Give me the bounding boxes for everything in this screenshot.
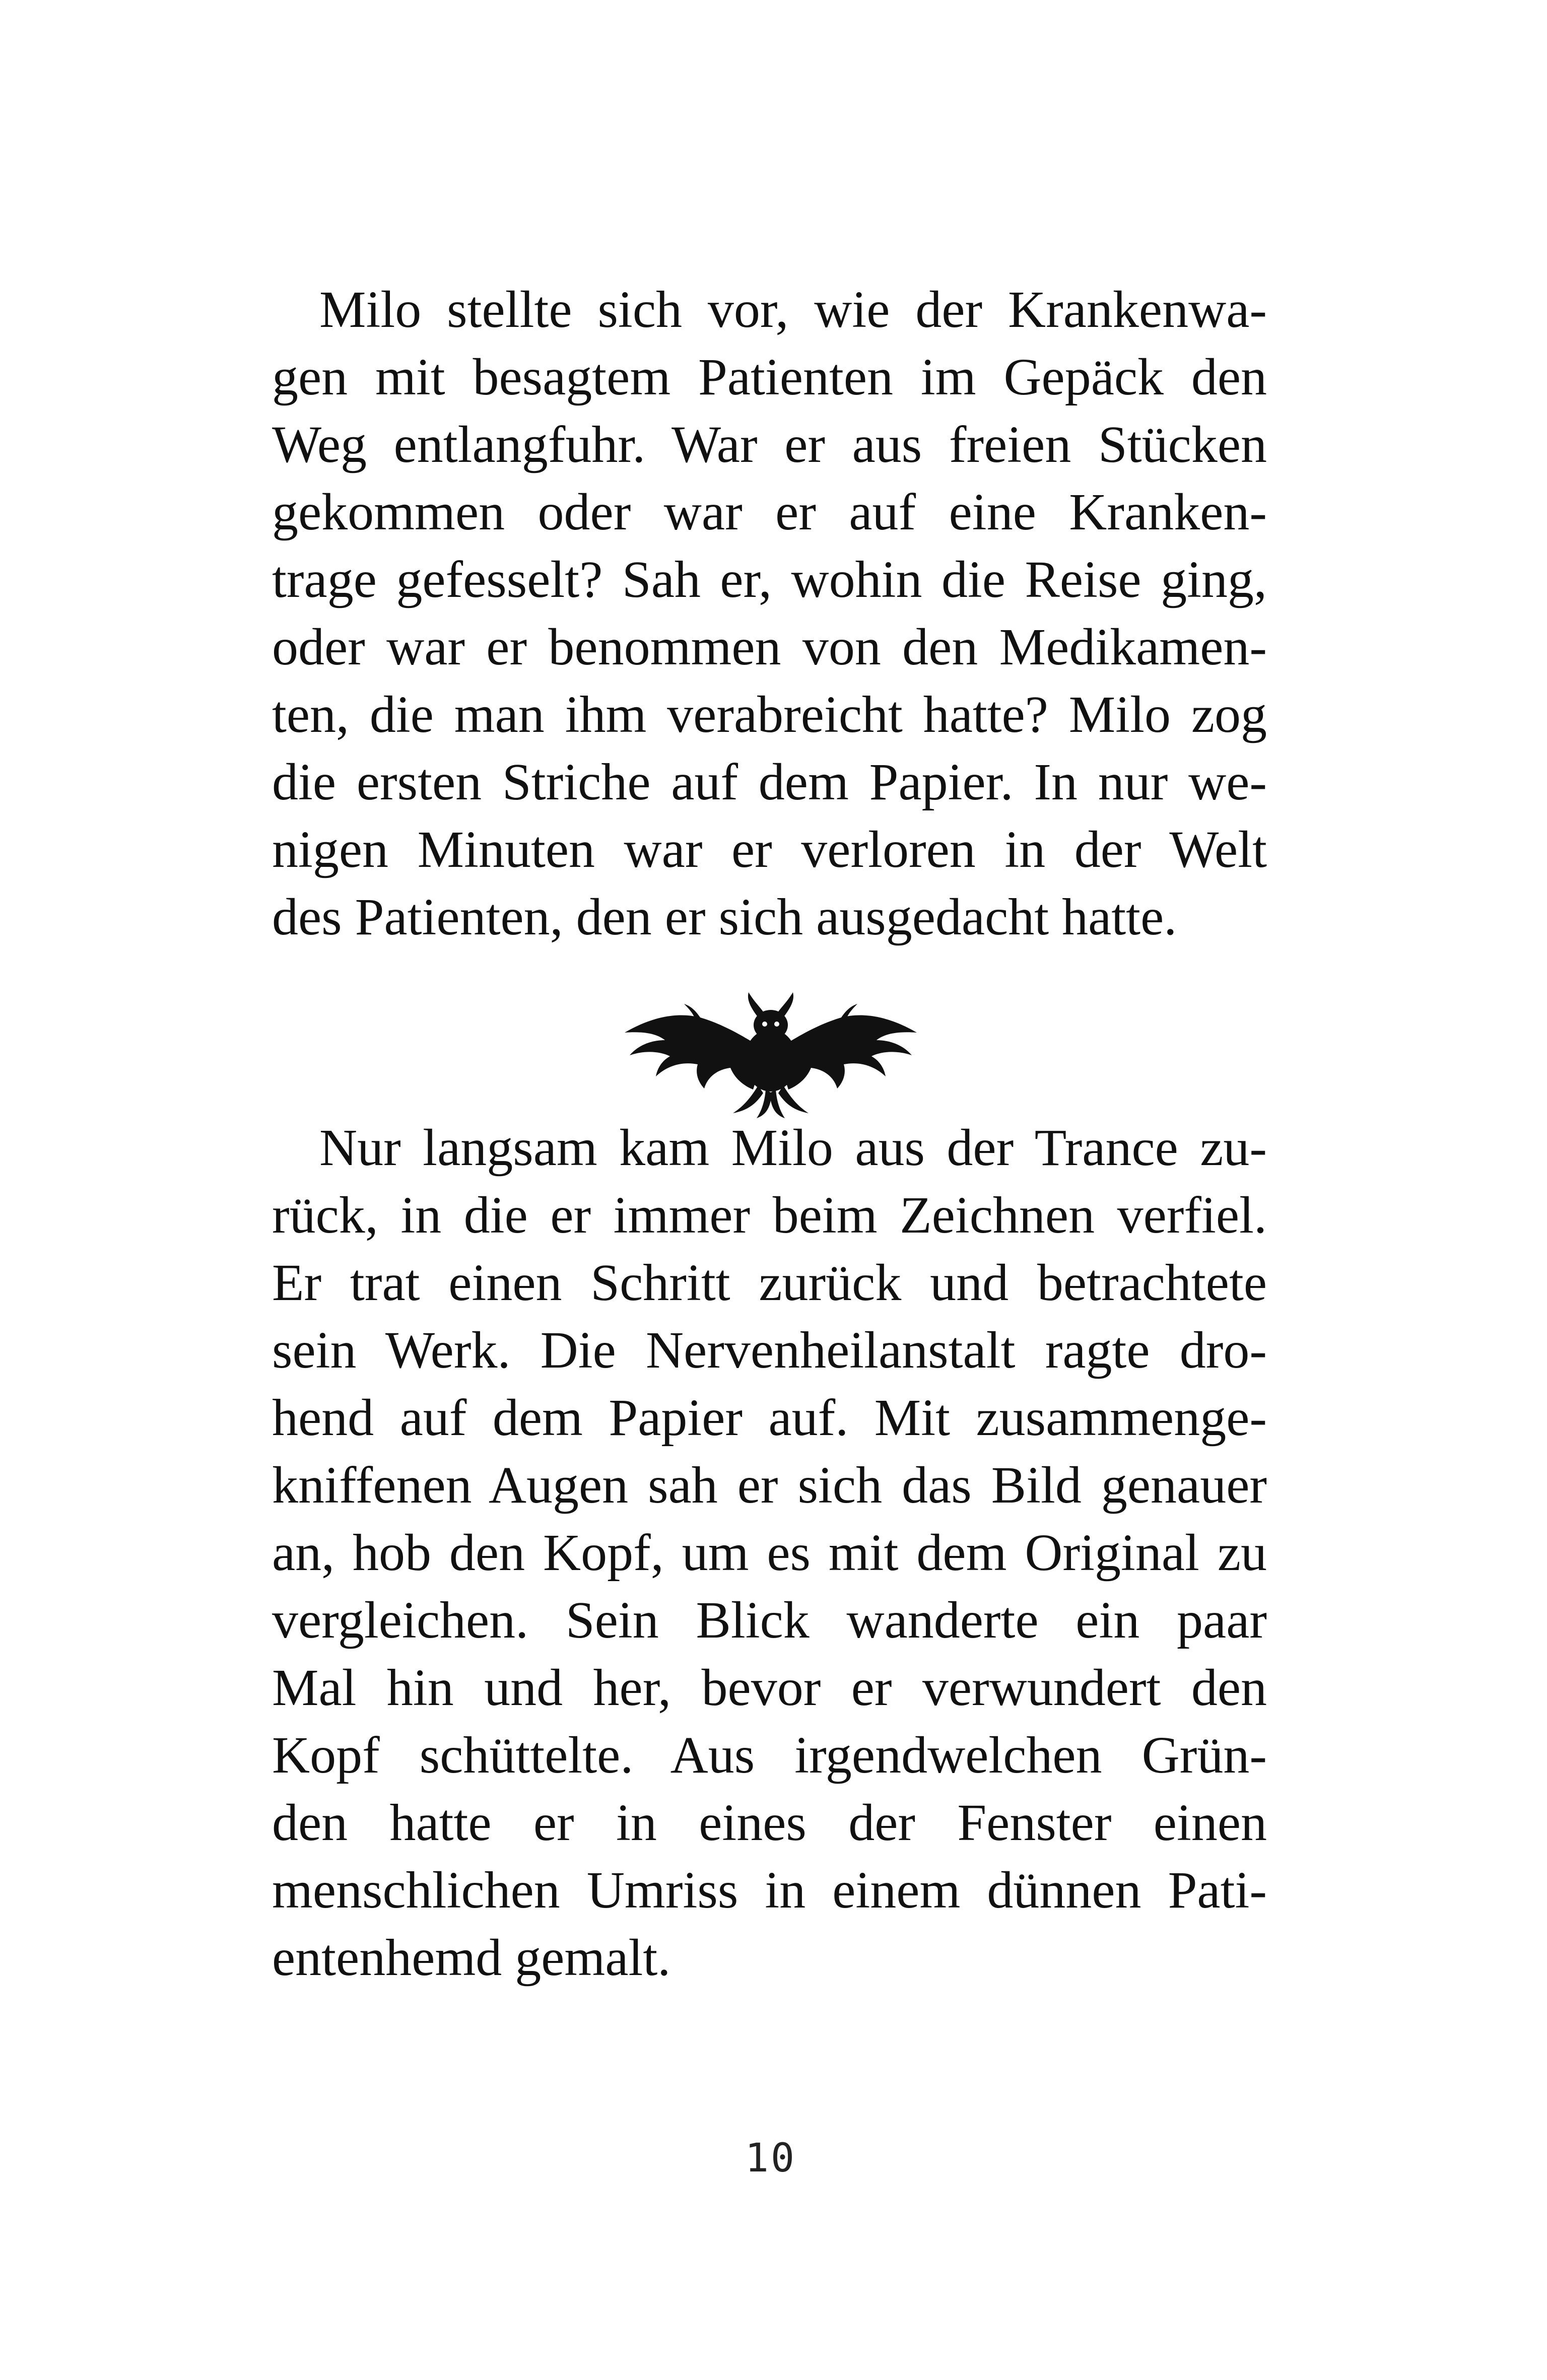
paragraph-line: des Patienten, den er sich ausgedacht hatte. <box>272 888 1177 946</box>
paragraph-line: Mal hin und her, bevor er verwundert den <box>272 1659 1267 1717</box>
paragraph-line: nigen Minuten war er verloren in der Welt <box>272 821 1267 878</box>
paragraph-line: vergleichen. Sein Blick wanderte ein paar <box>272 1591 1267 1649</box>
paragraph-2 <box>272 1114 1267 1992</box>
paragraph-line: sein Werk. Die Nervenheilanstalt ragte dro- <box>272 1321 1267 1379</box>
paragraph-line: ten, die man ihm verabreicht hatte? Milo zog <box>272 686 1267 743</box>
paragraph-line: an, hob den Kopf, um es mit dem Original zu <box>272 1524 1267 1582</box>
paragraph-line: oder war er benommen von den Medikamen- <box>272 618 1267 676</box>
paragraph-line: menschlichen Umriss in einem dünnen Pati- <box>272 1861 1267 1919</box>
page-number: 10 <box>745 2136 796 2181</box>
paragraph-line: den hatte er in eines der Fenster einen <box>272 1794 1267 1852</box>
bat-demon-ornament-icon <box>615 990 927 1121</box>
paragraph-line: Er trat einen Schritt zurück und betrachtete <box>272 1254 1267 1312</box>
paragraph-line: Weg entlangfuhr. War er aus freien Stücken <box>272 416 1267 473</box>
paragraph-line: trage gefesselt? Sah er, wohin die Reise ging, <box>272 551 1267 608</box>
paragraph-line: hend auf dem Papier auf. Mit zusammenge- <box>272 1389 1267 1447</box>
paragraph-line: rück, in die er immer beim Zeichnen verfiel. <box>272 1186 1267 1244</box>
paragraph-line: die ersten Striche auf dem Papier. In nur we- <box>272 753 1267 811</box>
paragraph-line: Nur langsam kam Milo aus der Trance zu- <box>319 1119 1267 1177</box>
paragraph-1 <box>272 276 1267 951</box>
paragraph-line: gen mit besagtem Patienten im Gepäck den <box>272 348 1267 406</box>
paragraph-line: Milo stellte sich vor, wie der Krankenwa- <box>319 281 1267 338</box>
paragraph-line: gekommen oder war er auf eine Kranken- <box>272 483 1267 541</box>
paragraph-line: Kopf schüttelte. Aus irgendwelchen Grün- <box>272 1726 1267 1784</box>
paragraph-line: entenhemd gemalt. <box>272 1929 671 1987</box>
paragraph-line: kniffenen Augen sah er sich das Bild genauer <box>272 1456 1267 1514</box>
